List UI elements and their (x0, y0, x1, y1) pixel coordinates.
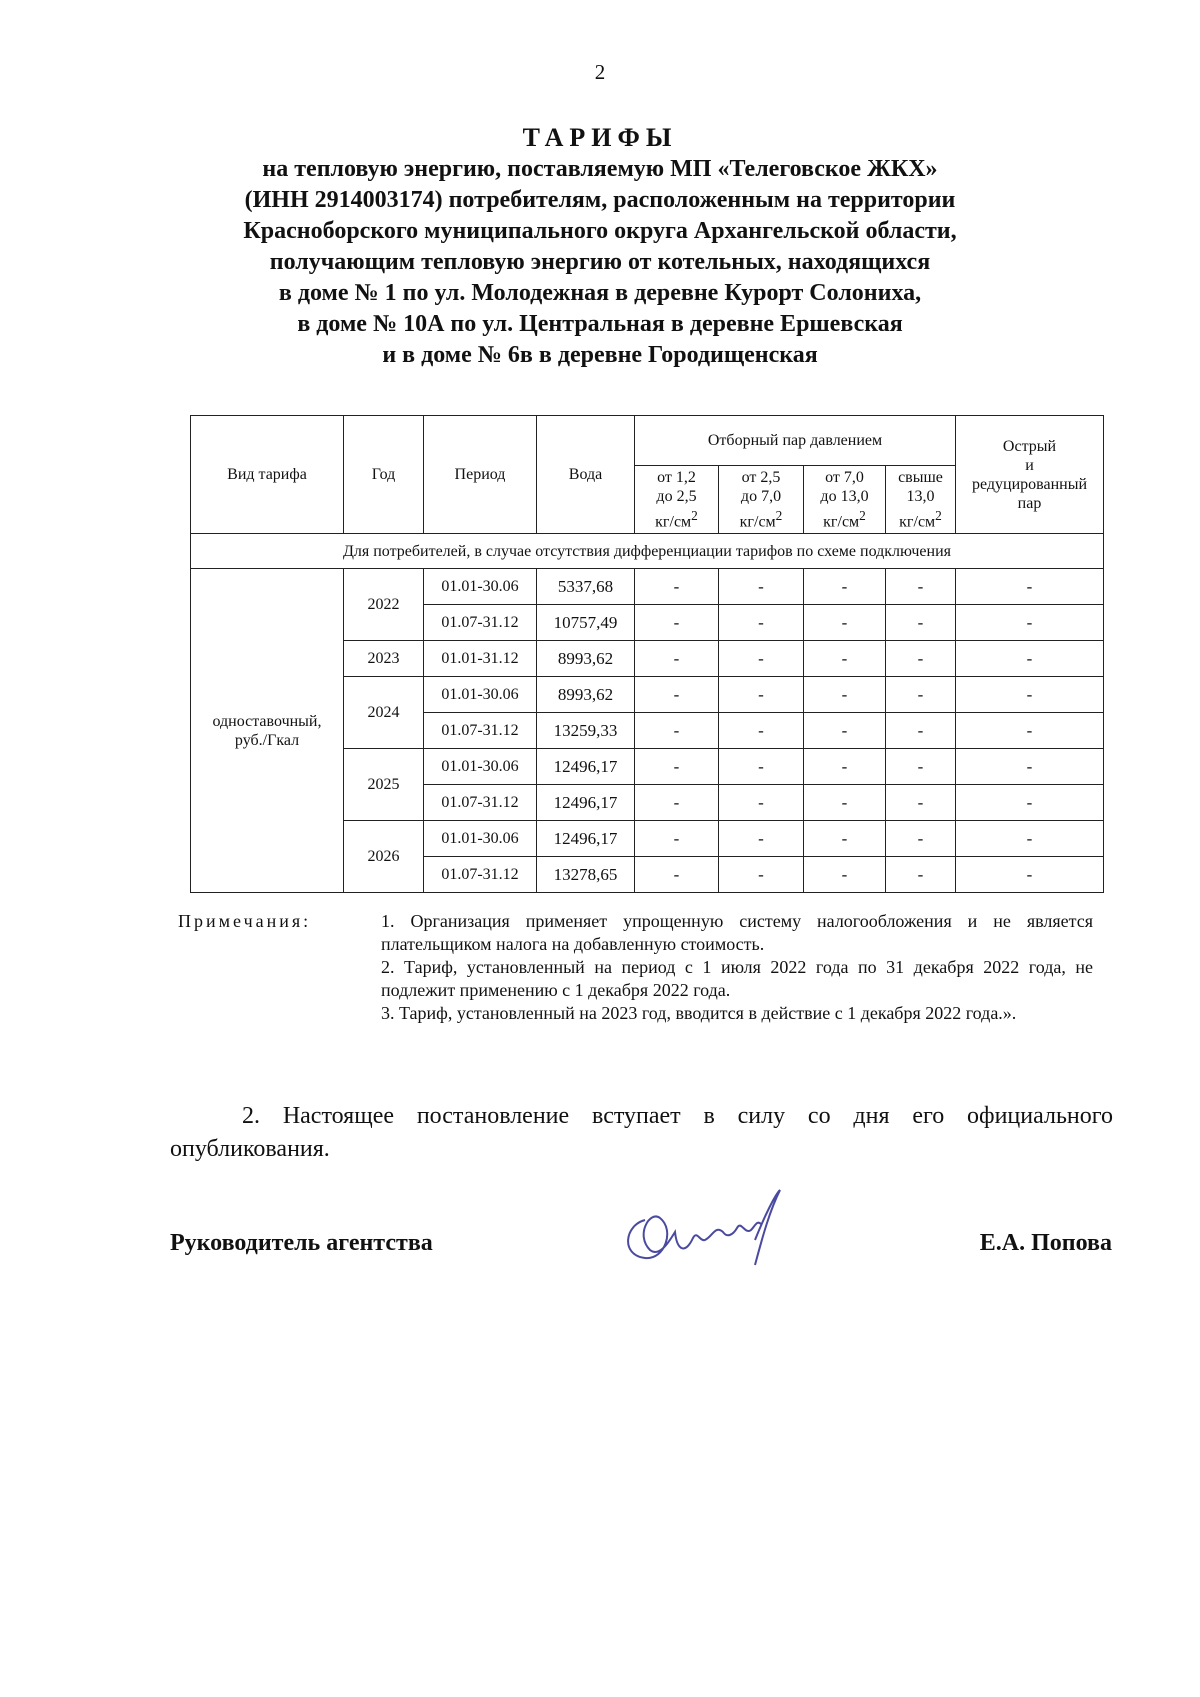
header-sharp-steam (956, 416, 1104, 534)
steam-cell: - (635, 749, 719, 785)
unit-exponent: 2 (859, 508, 866, 523)
steam-cell: - (719, 713, 804, 749)
header-steam-unit (889, 506, 952, 531)
period-cell: 01.01-30.06 (424, 749, 537, 785)
steam-cell: - (886, 785, 956, 821)
header-steam-line: 13,0 (906, 488, 935, 505)
sharp-steam-cell: - (956, 713, 1104, 749)
signatory-title: Руководитель агентства (170, 1230, 433, 1256)
steam-cell: - (886, 605, 956, 641)
steam-cell: - (635, 641, 719, 677)
period-cell: 01.01-30.06 (424, 821, 537, 857)
signature-flourish (755, 1190, 780, 1265)
header-water: Вода (537, 416, 635, 534)
steam-cell: - (635, 713, 719, 749)
year-cell: 2022 (344, 569, 424, 641)
steam-cell: - (719, 821, 804, 857)
water-cell: 5337,68 (537, 569, 635, 605)
unit-text: кг/см (823, 513, 860, 531)
signature-image (605, 1180, 805, 1280)
sharp-steam-cell: - (956, 641, 1104, 677)
unit-text: кг/см (739, 513, 776, 531)
document-subtitle (150, 154, 1050, 371)
steam-cell: - (804, 569, 886, 605)
note-item: 2. Тариф, установленный на период с 1 июля 2022 года по 31 декабря 2022 года, не подлежит применению с 1 декабря 2022 года. (381, 957, 1093, 1000)
steam-cell: - (886, 677, 956, 713)
subtitle-line: на тепловую энергию, поставляемую МП «Телеговское ЖКХ» (262, 156, 938, 182)
header-steam-unit (807, 506, 882, 531)
steam-cell: - (886, 821, 956, 857)
subtitle-line: в доме № 1 по ул. Молодежная в деревне Курорт Солониха, (278, 280, 922, 306)
steam-cell: - (719, 677, 804, 713)
period-cell: 01.01-31.12 (424, 641, 537, 677)
header-steam-4 (886, 466, 956, 534)
steam-cell: - (719, 641, 804, 677)
sharp-steam-cell: - (956, 749, 1104, 785)
header-steam-line: от 1,2 (657, 469, 696, 486)
header-steam-line: свыше (898, 469, 943, 486)
water-cell: 8993,62 (537, 641, 635, 677)
subtitle-line: получающим тепловую энергию от котельных, находящихся (269, 249, 931, 275)
notes-list (381, 910, 1093, 1025)
tariff-type-line: руб./Гкал (234, 731, 300, 749)
subtitle-line: в доме № 10А по ул. Центральная в деревне Ершевская (297, 311, 903, 337)
year-cell: 2024 (344, 677, 424, 749)
steam-cell: - (719, 605, 804, 641)
steam-cell: - (635, 569, 719, 605)
steam-cell: - (635, 677, 719, 713)
table-group-label: Для потребителей, в случае отсутствия дифференциации тарифов по схеме подключения (191, 534, 1104, 569)
period-cell: 01.07-31.12 (424, 785, 537, 821)
unit-exponent: 2 (775, 508, 783, 523)
year-cell: 2025 (344, 749, 424, 821)
header-sharp-line: и (1025, 456, 1034, 474)
period-cell: 01.07-31.12 (424, 605, 537, 641)
steam-cell: - (886, 749, 956, 785)
water-cell: 12496,17 (537, 785, 635, 821)
steam-cell: - (635, 821, 719, 857)
header-steam-2 (719, 466, 804, 534)
steam-cell: - (886, 713, 956, 749)
water-cell: 10757,49 (537, 605, 635, 641)
year-cell: 2023 (344, 641, 424, 677)
steam-cell: - (804, 857, 886, 893)
header-tariff-type: Вид тарифа (191, 416, 344, 534)
water-cell: 13278,65 (537, 857, 635, 893)
steam-cell: - (804, 605, 886, 641)
header-sharp-line: редуцированный (971, 475, 1088, 493)
sharp-steam-cell: - (956, 605, 1104, 641)
sharp-steam-cell: - (956, 785, 1104, 821)
subtitle-line: Красноборского муниципального округа Архангельской области, (243, 218, 957, 244)
header-period: Период (424, 416, 537, 534)
notes-label: Примечания: (178, 911, 312, 931)
steam-cell: - (804, 713, 886, 749)
steam-cell: - (804, 641, 886, 677)
signature-stroke (628, 1216, 761, 1258)
steam-cell: - (886, 569, 956, 605)
steam-cell: - (719, 569, 804, 605)
subtitle-line: (ИНН 2914003174) потребителям, расположенным на территории (244, 187, 956, 213)
header-year: Год (344, 416, 424, 534)
year-cell: 2026 (344, 821, 424, 893)
steam-cell: - (804, 785, 886, 821)
tariff-table (190, 415, 1104, 893)
sharp-steam-cell: - (956, 857, 1104, 893)
document-title: ТАРИФЫ (522, 123, 678, 152)
subtitle-line: и в доме № 6в в деревне Городищенская (382, 342, 818, 368)
period-cell: 01.01-30.06 (424, 677, 537, 713)
header-steam-group: Отборный пар давлением (635, 416, 956, 466)
steam-cell: - (719, 749, 804, 785)
header-steam-line: от 7,0 (825, 469, 864, 486)
sharp-steam-cell: - (956, 677, 1104, 713)
steam-cell: - (886, 857, 956, 893)
steam-cell: - (635, 857, 719, 893)
header-steam-line: до 7,0 (740, 488, 782, 505)
header-steam-unit (722, 506, 800, 531)
period-cell: 01.07-31.12 (424, 713, 537, 749)
steam-cell: - (804, 677, 886, 713)
header-steam-3 (804, 466, 886, 534)
water-cell: 13259,33 (537, 713, 635, 749)
steam-cell: - (719, 857, 804, 893)
header-sharp-line: Острый (1002, 437, 1057, 455)
header-steam-unit (638, 506, 715, 531)
steam-cell: - (635, 785, 719, 821)
sharp-steam-cell: - (956, 569, 1104, 605)
steam-cell: - (804, 821, 886, 857)
period-cell: 01.07-31.12 (424, 857, 537, 893)
steam-cell: - (635, 605, 719, 641)
table-row (191, 569, 1104, 605)
steam-cell: - (886, 641, 956, 677)
header-sharp-line: пар (1017, 494, 1042, 512)
page-number: 2 (594, 60, 606, 84)
water-cell: 8993,62 (537, 677, 635, 713)
header-steam-line: до 13,0 (820, 488, 869, 505)
title-block (150, 122, 1050, 371)
unit-exponent: 2 (935, 508, 942, 523)
note-item: 1. Организация применяет упрощенную систему налогообложения и не является плательщиком налога на добавленную стоимость. (381, 911, 1093, 954)
unit-text: кг/см (655, 513, 692, 531)
water-cell: 12496,17 (537, 821, 635, 857)
unit-exponent: 2 (691, 508, 698, 523)
steam-cell: - (719, 785, 804, 821)
header-steam-line: от 2,5 (741, 469, 781, 486)
effective-clause: 2. Настоящее постановление вступает в силу со дня его официального опубликования. (170, 1103, 1113, 1162)
unit-text: кг/см (899, 513, 936, 531)
tariff-type-line: одноставочный, (212, 712, 322, 730)
steam-cell: - (804, 749, 886, 785)
header-steam-1 (635, 466, 719, 534)
note-item: 3. Тариф, установленный на 2023 год, вводится в действие с 1 декабря 2022 года.». (381, 1003, 1017, 1023)
sharp-steam-cell: - (956, 821, 1104, 857)
header-steam-line: до 2,5 (656, 488, 697, 505)
signatory-name: Е.А. Попова (979, 1230, 1112, 1256)
tariff-type-cell (191, 569, 344, 893)
period-cell: 01.01-30.06 (424, 569, 537, 605)
water-cell: 12496,17 (537, 749, 635, 785)
